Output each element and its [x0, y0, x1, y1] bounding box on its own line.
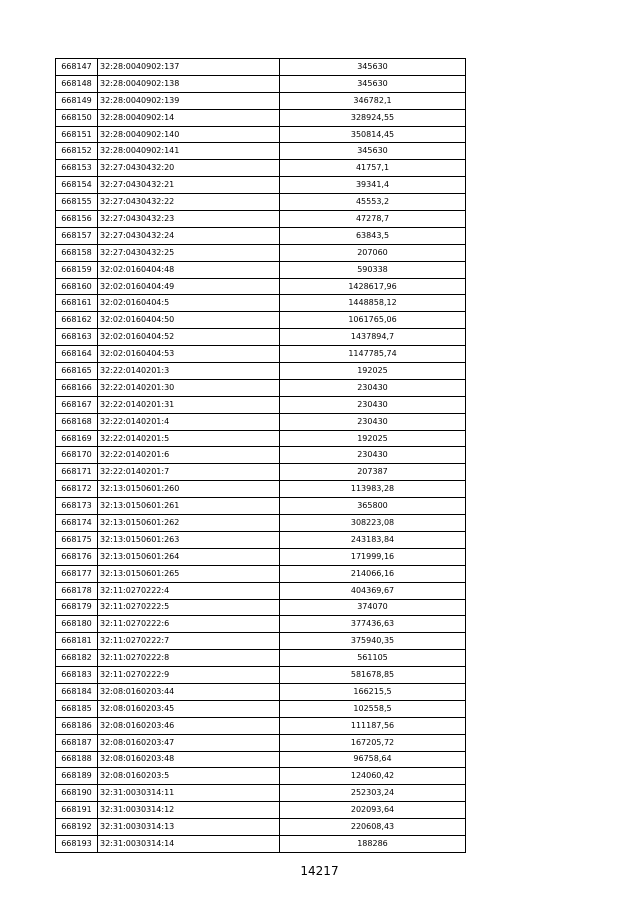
cadastral-value-cell: 590338 [280, 261, 466, 278]
cadastral-number-cell: 32:08:0160203:44 [98, 683, 280, 700]
cadastral-value-cell: 63843,5 [280, 227, 466, 244]
cadastral-value-cell: 220608,43 [280, 819, 466, 836]
cadastral-value-cell: 171999,16 [280, 548, 466, 565]
table-row [56, 785, 466, 802]
table-row [56, 278, 466, 295]
cadastral-number-cell: 32:02:0160404:48 [98, 261, 280, 278]
row-id-cell: 668177 [56, 565, 98, 582]
cadastral-value-cell: 111187,56 [280, 717, 466, 734]
cadastral-value-cell: 346782,1 [280, 92, 466, 109]
cadastral-number-cell: 32:11:0270222:4 [98, 582, 280, 599]
table-row [56, 599, 466, 616]
cadastral-value-table [55, 58, 466, 853]
cadastral-number-cell: 32:02:0160404:49 [98, 278, 280, 295]
table-row [56, 633, 466, 650]
row-id-cell: 668182 [56, 650, 98, 667]
table-row [56, 802, 466, 819]
cadastral-number-cell: 32:13:0150601:265 [98, 565, 280, 582]
cadastral-number-cell: 32:22:0140201:5 [98, 430, 280, 447]
cadastral-value-cell: 207387 [280, 464, 466, 481]
table-row [56, 177, 466, 194]
row-id-cell: 668193 [56, 835, 98, 852]
row-id-cell: 668185 [56, 700, 98, 717]
table-row [56, 143, 466, 160]
table-row [56, 565, 466, 582]
table-row [56, 59, 466, 76]
cadastral-value-cell: 167205,72 [280, 734, 466, 751]
table-row [56, 650, 466, 667]
table-row [56, 295, 466, 312]
row-id-cell: 668179 [56, 599, 98, 616]
table-row [56, 616, 466, 633]
row-id-cell: 668189 [56, 768, 98, 785]
cadastral-number-cell: 32:27:0430432:21 [98, 177, 280, 194]
table-row [56, 379, 466, 396]
cadastral-number-cell: 32:02:0160404:52 [98, 329, 280, 346]
row-id-cell: 668154 [56, 177, 98, 194]
cadastral-value-cell: 375940,35 [280, 633, 466, 650]
row-id-cell: 668172 [56, 481, 98, 498]
cadastral-value-cell: 1147785,74 [280, 346, 466, 363]
cadastral-value-cell: 230430 [280, 413, 466, 430]
cadastral-number-cell: 32:08:0160203:48 [98, 751, 280, 768]
cadastral-number-cell: 32:13:0150601:260 [98, 481, 280, 498]
table-row [56, 329, 466, 346]
table-row [56, 160, 466, 177]
table-body [56, 59, 466, 853]
row-id-cell: 668183 [56, 667, 98, 684]
cadastral-number-cell: 32:11:0270222:5 [98, 599, 280, 616]
cadastral-value-cell: 243183,84 [280, 531, 466, 548]
table-row [56, 751, 466, 768]
table-row [56, 261, 466, 278]
row-id-cell: 668174 [56, 515, 98, 532]
table-row [56, 109, 466, 126]
table-row [56, 734, 466, 751]
cadastral-number-cell: 32:08:0160203:45 [98, 700, 280, 717]
row-id-cell: 668156 [56, 211, 98, 228]
cadastral-value-cell: 1448858,12 [280, 295, 466, 312]
cadastral-value-cell: 96758,64 [280, 751, 466, 768]
cadastral-value-cell: 345630 [280, 75, 466, 92]
cadastral-number-cell: 32:27:0430432:23 [98, 211, 280, 228]
table-row [56, 717, 466, 734]
table-row [56, 346, 466, 363]
row-id-cell: 668149 [56, 92, 98, 109]
row-id-cell: 668192 [56, 819, 98, 836]
table-row [56, 396, 466, 413]
cadastral-number-cell: 32:27:0430432:20 [98, 160, 280, 177]
row-id-cell: 668173 [56, 498, 98, 515]
cadastral-number-cell: 32:08:0160203:47 [98, 734, 280, 751]
cadastral-number-cell: 32:13:0150601:261 [98, 498, 280, 515]
row-id-cell: 668188 [56, 751, 98, 768]
cadastral-value-cell: 192025 [280, 363, 466, 380]
table-row [56, 582, 466, 599]
table-row [56, 126, 466, 143]
row-id-cell: 668159 [56, 261, 98, 278]
cadastral-value-cell: 192025 [280, 430, 466, 447]
cadastral-number-cell: 32:27:0430432:22 [98, 194, 280, 211]
table-row [56, 768, 466, 785]
table-row [56, 413, 466, 430]
row-id-cell: 668167 [56, 396, 98, 413]
cadastral-number-cell: 32:31:0030314:11 [98, 785, 280, 802]
row-id-cell: 668151 [56, 126, 98, 143]
cadastral-number-cell: 32:28:0040902:140 [98, 126, 280, 143]
row-id-cell: 668155 [56, 194, 98, 211]
cadastral-number-cell: 32:02:0160404:53 [98, 346, 280, 363]
row-id-cell: 668164 [56, 346, 98, 363]
cadastral-value-cell: 252303,24 [280, 785, 466, 802]
cadastral-value-cell: 202093,64 [280, 802, 466, 819]
table-row [56, 312, 466, 329]
table-row [56, 75, 466, 92]
cadastral-number-cell: 32:27:0430432:24 [98, 227, 280, 244]
table-row [56, 835, 466, 852]
cadastral-value-cell: 345630 [280, 143, 466, 160]
cadastral-value-cell: 404369,67 [280, 582, 466, 599]
cadastral-number-cell: 32:31:0030314:12 [98, 802, 280, 819]
table-row [56, 363, 466, 380]
cadastral-number-cell: 32:28:0040902:14 [98, 109, 280, 126]
row-id-cell: 668170 [56, 447, 98, 464]
row-id-cell: 668184 [56, 683, 98, 700]
cadastral-number-cell: 32:13:0150601:262 [98, 515, 280, 532]
table-row [56, 194, 466, 211]
cadastral-number-cell: 32:11:0270222:8 [98, 650, 280, 667]
row-id-cell: 668186 [56, 717, 98, 734]
cadastral-number-cell: 32:11:0270222:9 [98, 667, 280, 684]
cadastral-number-cell: 32:31:0030314:14 [98, 835, 280, 852]
cadastral-value-cell: 374070 [280, 599, 466, 616]
row-id-cell: 668165 [56, 363, 98, 380]
table-row [56, 447, 466, 464]
cadastral-value-cell: 1437894,7 [280, 329, 466, 346]
cadastral-value-cell: 581678,85 [280, 667, 466, 684]
cadastral-value-cell: 39341,4 [280, 177, 466, 194]
page-number: 14217 [300, 864, 339, 878]
row-id-cell: 668181 [56, 633, 98, 650]
table-row [56, 819, 466, 836]
table-row [56, 498, 466, 515]
cadastral-value-cell: 230430 [280, 447, 466, 464]
cadastral-number-cell: 32:11:0270222:6 [98, 616, 280, 633]
row-id-cell: 668157 [56, 227, 98, 244]
cadastral-number-cell: 32:22:0140201:3 [98, 363, 280, 380]
row-id-cell: 668169 [56, 430, 98, 447]
row-id-cell: 668158 [56, 244, 98, 261]
row-id-cell: 668168 [56, 413, 98, 430]
cadastral-number-cell: 32:22:0140201:31 [98, 396, 280, 413]
table-row [56, 531, 466, 548]
cadastral-number-cell: 32:27:0430432:25 [98, 244, 280, 261]
cadastral-value-cell: 230430 [280, 379, 466, 396]
row-id-cell: 668190 [56, 785, 98, 802]
cadastral-value-cell: 166215,5 [280, 683, 466, 700]
cadastral-number-cell: 32:08:0160203:46 [98, 717, 280, 734]
cadastral-number-cell: 32:22:0140201:7 [98, 464, 280, 481]
cadastral-number-cell: 32:13:0150601:264 [98, 548, 280, 565]
row-id-cell: 668150 [56, 109, 98, 126]
row-id-cell: 668166 [56, 379, 98, 396]
cadastral-value-cell: 350814,45 [280, 126, 466, 143]
table-row [56, 430, 466, 447]
table-row [56, 92, 466, 109]
table-row [56, 667, 466, 684]
cadastral-value-cell: 328924,55 [280, 109, 466, 126]
row-id-cell: 668161 [56, 295, 98, 312]
table-row [56, 244, 466, 261]
row-id-cell: 668160 [56, 278, 98, 295]
cadastral-value-cell: 1061765,06 [280, 312, 466, 329]
row-id-cell: 668147 [56, 59, 98, 76]
cadastral-number-cell: 32:02:0160404:50 [98, 312, 280, 329]
cadastral-value-cell: 102558,5 [280, 700, 466, 717]
cadastral-value-cell: 377436,63 [280, 616, 466, 633]
cadastral-number-cell: 32:22:0140201:4 [98, 413, 280, 430]
cadastral-value-cell: 45553,2 [280, 194, 466, 211]
row-id-cell: 668171 [56, 464, 98, 481]
cadastral-number-cell: 32:13:0150601:263 [98, 531, 280, 548]
cadastral-number-cell: 32:02:0160404:5 [98, 295, 280, 312]
cadastral-value-cell: 1428617,96 [280, 278, 466, 295]
table-row [56, 464, 466, 481]
cadastral-number-cell: 32:08:0160203:5 [98, 768, 280, 785]
table-row [56, 481, 466, 498]
cadastral-value-cell: 214066,16 [280, 565, 466, 582]
row-id-cell: 668163 [56, 329, 98, 346]
cadastral-value-cell: 188286 [280, 835, 466, 852]
table-row [56, 548, 466, 565]
cadastral-value-cell: 345630 [280, 59, 466, 76]
cadastral-number-cell: 32:22:0140201:30 [98, 379, 280, 396]
row-id-cell: 668191 [56, 802, 98, 819]
row-id-cell: 668175 [56, 531, 98, 548]
row-id-cell: 668187 [56, 734, 98, 751]
cadastral-value-cell: 207060 [280, 244, 466, 261]
cadastral-number-cell: 32:28:0040902:139 [98, 92, 280, 109]
cadastral-number-cell: 32:28:0040902:138 [98, 75, 280, 92]
row-id-cell: 668178 [56, 582, 98, 599]
cadastral-number-cell: 32:28:0040902:137 [98, 59, 280, 76]
cadastral-value-cell: 230430 [280, 396, 466, 413]
table-row [56, 700, 466, 717]
row-id-cell: 668180 [56, 616, 98, 633]
cadastral-value-cell: 47278,7 [280, 211, 466, 228]
row-id-cell: 668176 [56, 548, 98, 565]
cadastral-value-cell: 365800 [280, 498, 466, 515]
cadastral-number-cell: 32:22:0140201:6 [98, 447, 280, 464]
cadastral-number-cell: 32:31:0030314:13 [98, 819, 280, 836]
row-id-cell: 668162 [56, 312, 98, 329]
cadastral-value-cell: 561105 [280, 650, 466, 667]
table-row [56, 211, 466, 228]
cadastral-number-cell: 32:11:0270222:7 [98, 633, 280, 650]
cadastral-value-cell: 41757,1 [280, 160, 466, 177]
row-id-cell: 668148 [56, 75, 98, 92]
table-row [56, 227, 466, 244]
cadastral-value-cell: 113983,28 [280, 481, 466, 498]
row-id-cell: 668153 [56, 160, 98, 177]
row-id-cell: 668152 [56, 143, 98, 160]
table-row [56, 683, 466, 700]
cadastral-value-cell: 124060,42 [280, 768, 466, 785]
cadastral-number-cell: 32:28:0040902:141 [98, 143, 280, 160]
cadastral-value-cell: 308223,08 [280, 515, 466, 532]
table-row [56, 515, 466, 532]
